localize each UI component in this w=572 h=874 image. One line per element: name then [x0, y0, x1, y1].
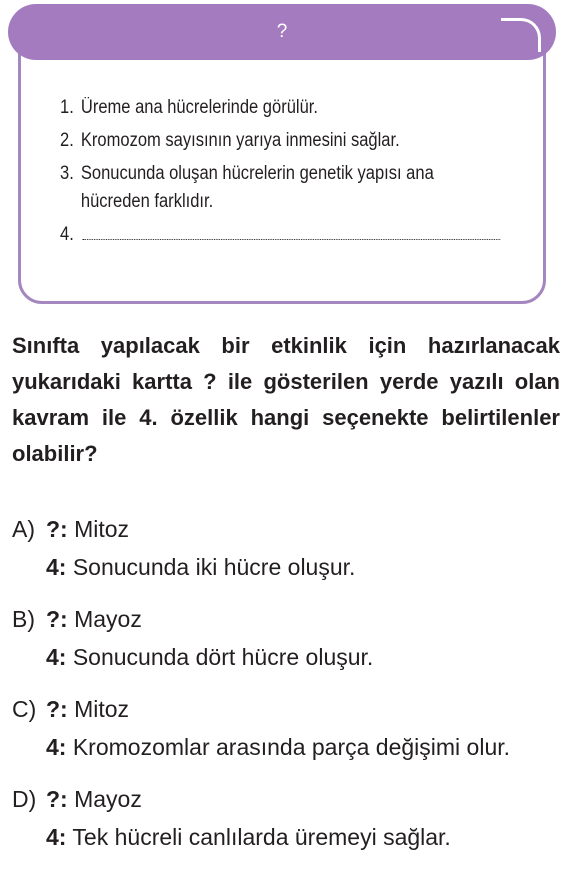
- question-text: Sınıfta yapılacak bir etkinlik için hazırlanacak yukarıdaki kartta ? ile gösterilen yerde yazılı olan kavram ile 4. özellik hangi seçenekte belirtilenler olabilir?: [12, 333, 560, 466]
- option-letter: D): [12, 786, 37, 812]
- option-key: 4:: [46, 644, 67, 670]
- property-text: Sonucunda oluşan hücrelerin genetik yapısı ana hücreden farklıdır.: [80, 163, 434, 212]
- option-line-property: [46, 822, 451, 852]
- option-line-property: [46, 552, 355, 582]
- option-value: Mitoz: [67, 696, 130, 722]
- option-letter: C): [12, 696, 37, 722]
- option-key: 4:: [46, 554, 67, 580]
- option-line-concept: [12, 694, 129, 724]
- answer-options: [12, 514, 567, 874]
- option-value: Mayoz: [67, 786, 142, 812]
- option-line-property: [46, 732, 510, 762]
- header-corner-decoration: [501, 18, 541, 52]
- property-text: Üreme ana hücrelerinde görülür.: [80, 97, 318, 118]
- card-header-title: ?: [276, 21, 288, 42]
- option-key: ?:: [46, 696, 68, 722]
- property-item-4: [60, 221, 460, 249]
- option-value: Mitoz: [67, 516, 130, 542]
- option-value: Tek hücreli canlılarda üremeyi sağlar.: [66, 824, 451, 850]
- option-d[interactable]: [12, 784, 567, 874]
- option-line-property: [46, 642, 373, 672]
- option-key: ?:: [46, 516, 68, 542]
- option-b[interactable]: [12, 604, 567, 694]
- option-line-concept: [12, 784, 142, 814]
- property-list: [60, 94, 460, 254]
- option-value: Sonucunda dört hücre oluşur.: [66, 644, 374, 670]
- property-number: 1.: [60, 97, 74, 118]
- option-key: 4:: [46, 824, 67, 850]
- option-letter: A): [12, 516, 35, 542]
- blank-answer-line: [83, 221, 501, 240]
- option-line-concept: [12, 514, 129, 544]
- option-letter: B): [12, 606, 35, 632]
- property-text: Kromozom sayısının yarıya inmesini sağlar.: [80, 130, 400, 151]
- property-number: 4.: [60, 224, 74, 245]
- card-header: [8, 4, 556, 60]
- option-c[interactable]: [12, 694, 567, 784]
- option-value: Kromozomlar arasında parça değişimi olur.: [66, 734, 511, 760]
- option-line-concept: [12, 604, 142, 634]
- property-item-1: [60, 94, 460, 122]
- option-key: 4:: [46, 734, 67, 760]
- option-a[interactable]: [12, 514, 567, 604]
- property-number: 2.: [60, 130, 74, 151]
- option-value: Mayoz: [67, 606, 142, 632]
- option-key: ?:: [46, 606, 68, 632]
- option-key: ?:: [46, 786, 68, 812]
- property-number: 3.: [60, 163, 74, 184]
- property-item-3: [60, 160, 460, 216]
- property-item-2: [60, 127, 460, 155]
- option-value: Sonucunda iki hücre oluşur.: [66, 554, 356, 580]
